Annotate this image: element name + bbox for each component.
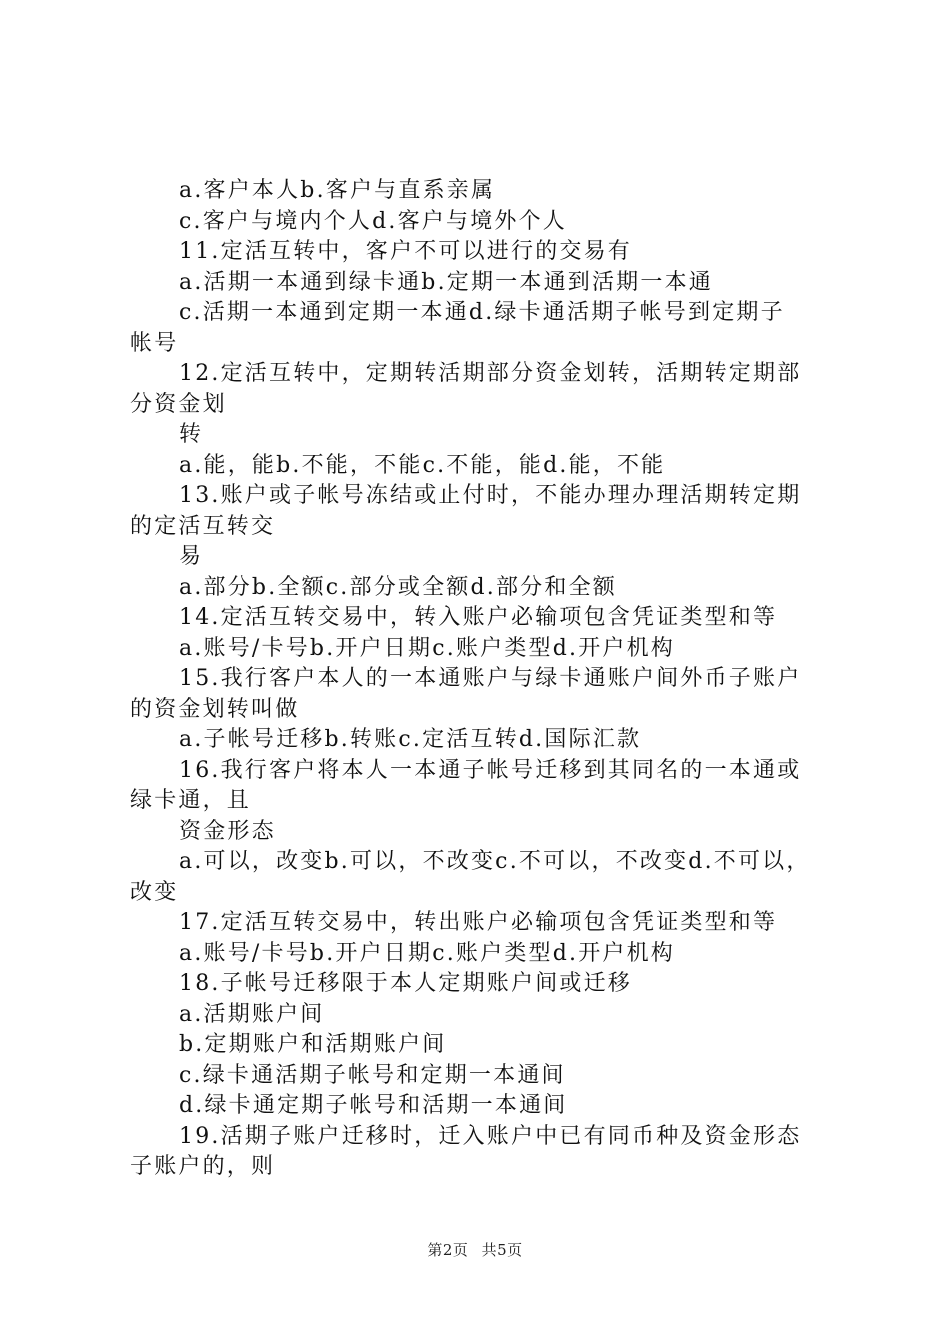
text-line: 易 [179,544,204,569]
text-line: 的定活互转交 [130,513,276,539]
text-line: 12.定活互转中，定期转活期部分资金划转，活期转定期部 [179,361,802,386]
page-number-current: 第2页 [427,1241,469,1259]
text-line: 19.活期子账户迁移时，迁入账户中已有同币种及资金形态 [179,1123,802,1149]
text-line: 绿卡通，且 [130,788,252,813]
text-line: a.能，能b.不能，不能c.不能，能d.能，不能 [179,452,666,478]
text-line: 改变 [130,879,179,905]
text-line: 14.定活互转交易中，转入账户必输项包含凭证类型和等 [179,605,778,630]
text-line: a.活期账户间 [179,1001,325,1027]
text-line: 16.我行客户将本人一本通子帐号迁移到其同名的一本通或 [179,757,802,783]
text-line: 的资金划转叫做 [130,696,300,722]
text-line: d.绿卡通定期子帐号和活期一本通间 [179,1093,568,1118]
text-line: a.账号/卡号b.开户日期c.账户类型d.开户机构 [179,940,675,966]
text-line: b.定期账户和活期账户间 [179,1032,447,1057]
text-line: 子账户的，则 [130,1154,276,1179]
text-line: 资金形态 [179,818,276,844]
text-line: c.客户与境内个人d.客户与境外个人 [179,208,567,234]
text-line: a.活期一本通到绿卡通b.定期一本通到活期一本通 [179,269,713,295]
text-line: 17.定活互转交易中，转出账户必输项包含凭证类型和等 [179,910,778,935]
text-line: a.部分b.全额c.部分或全额d.部分和全额 [179,574,617,600]
text-line: 11.定活互转中，客户不可以进行的交易有 [179,239,632,264]
document-body [130,176,835,1183]
text-line: a.账号/卡号b.开户日期c.账户类型d.开户机构 [179,635,675,661]
text-line: a.客户本人b.客户与直系亲属 [179,178,496,203]
text-line: 18.子帐号迁移限于本人定期账户间或迁移 [179,971,632,996]
text-line: 转 [179,422,204,447]
text-line: c.绿卡通活期子帐号和定期一本通间 [179,1062,566,1088]
text-line: a.可以，改变b.可以，不改变c.不可以，不改变d.不可以， [179,849,811,874]
text-line: 13.账户或子帐号冻结或止付时，不能办理办理活期转定期 [179,483,802,508]
text-line: 帐号 [130,330,179,356]
text-line: c.活期一本通到定期一本通d.绿卡通活期子帐号到定期子 [179,300,785,325]
text-line: 分资金划 [130,391,227,417]
page-number-total: 共5页 [481,1241,523,1259]
text-line: 15.我行客户本人的一本通账户与绿卡通账户间外币子账户 [179,666,802,691]
page-footer [0,1240,950,1260]
text-line: a.子帐号迁移b.转账c.定活互转d.国际汇款 [179,727,642,752]
